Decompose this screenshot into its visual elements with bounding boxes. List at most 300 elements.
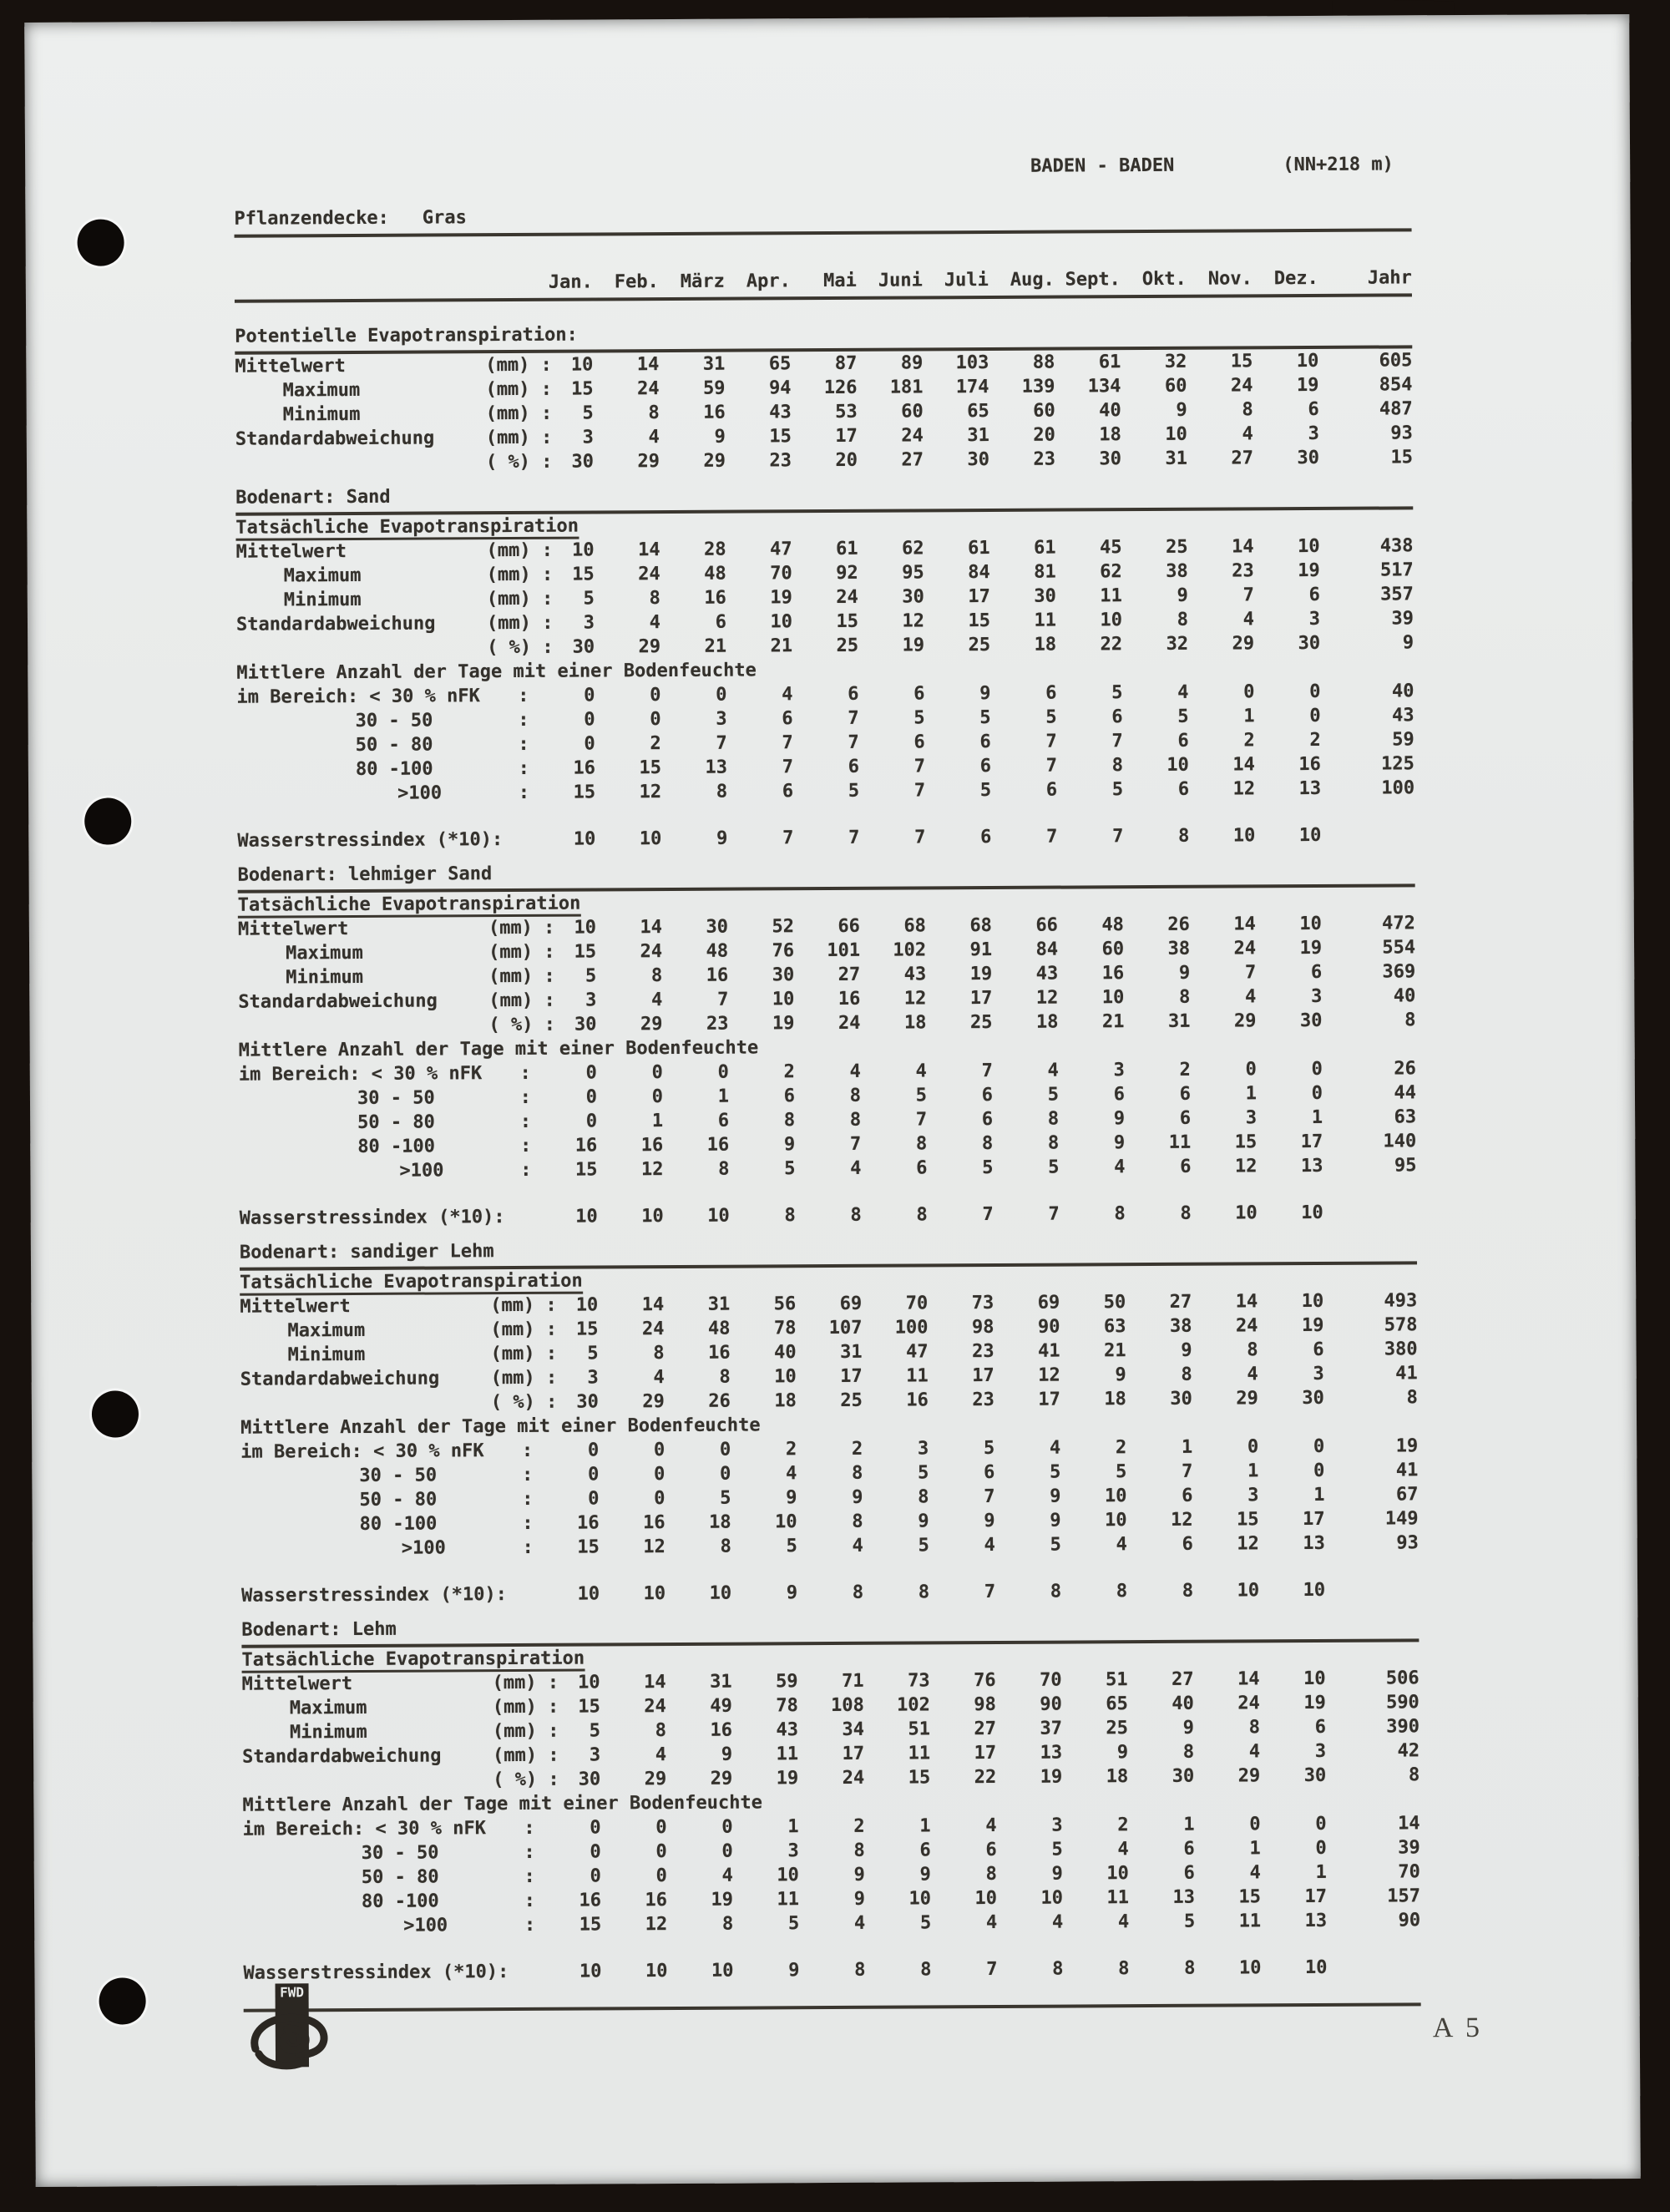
soil-moisture-row-value: 63 — [1394, 1106, 1417, 1128]
evapotranspiration-row-value: 59 — [776, 1671, 798, 1693]
evapotranspiration-row-value: 21 — [770, 635, 793, 657]
water-stress-index-label: Wasserstressindex (*10): — [239, 1207, 505, 1229]
section-subtitle-text: Tatsächliche Evapotranspiration — [238, 893, 581, 919]
soil-moisture-row-label: im Bereich: < 30 % nFK — [236, 686, 480, 708]
evapotranspiration-row-value: 134 — [1087, 376, 1121, 397]
evapotranspiration-row-value: 10 — [1296, 350, 1319, 372]
evapotranspiration-row-value: 17 — [968, 586, 990, 608]
section-title: Potentielle Evapotranspiration: — [235, 324, 578, 347]
evapotranspiration-row-unit: (mm) : — [486, 539, 554, 562]
water-stress-index-value: 7 — [984, 1581, 996, 1603]
soil-moisture-row-value: 12 — [645, 1914, 668, 1936]
evapotranspiration-row-value: 17 — [1038, 1389, 1060, 1410]
soil-moisture-row-value: 6 — [783, 1086, 796, 1107]
evapotranspiration-row-value: 25 — [1165, 536, 1188, 558]
soil-moisture-row-value: 7 — [915, 1109, 928, 1131]
evapotranspiration-row-value: 16 — [906, 1389, 929, 1411]
evapotranspiration-row-value: 47 — [906, 1341, 929, 1363]
evapotranspiration-row-value: 17 — [842, 1743, 865, 1764]
soil-moisture-row-unit: : — [518, 782, 530, 803]
evapotranspiration-row-value: 31 — [707, 1293, 731, 1315]
soil-moisture-row-value: 5 — [1048, 1157, 1060, 1178]
month-header-spacer — [485, 271, 527, 295]
soil-moisture-row-value: 5 — [1177, 706, 1189, 727]
soil-moisture-row-label: 80 -100 — [361, 1891, 439, 1912]
evapotranspiration-row-value: 107 — [828, 1317, 863, 1339]
soil-moisture-row-value: 5 — [913, 707, 925, 729]
water-stress-index-value: 8 — [784, 1205, 796, 1227]
evapotranspiration-row-value: 38 — [1167, 938, 1191, 959]
evapotranspiration-row-value: 493 — [1384, 1290, 1418, 1312]
evapotranspiration-row-value: 43 — [1035, 963, 1059, 985]
evapotranspiration-row-value: 4 — [1245, 986, 1257, 1008]
soil-moisture-row — [239, 1153, 1416, 1183]
soil-moisture-row-value: 6 — [985, 1839, 997, 1861]
water-stress-index-value: 10 — [1237, 1580, 1260, 1602]
soil-moisture-row-value: 6 — [913, 731, 925, 753]
evapotranspiration-row-value: 15 — [769, 426, 792, 448]
soil-moisture-row-value: 7 — [848, 707, 859, 729]
evapotranspiration-row-value: 37 — [1040, 1718, 1063, 1739]
water-stress-index-value: 6 — [980, 826, 992, 848]
soil-moisture-row-value: 10 — [775, 1511, 797, 1533]
evapotranspiration-row-value: 13 — [1040, 1742, 1063, 1764]
page-header — [234, 152, 1411, 182]
evapotranspiration-row-value: 390 — [1386, 1716, 1420, 1738]
evapotranspiration-row-value: 53 — [835, 401, 858, 423]
evapotranspiration-row-value: 73 — [971, 1292, 994, 1314]
evapotranspiration-row-value: 24 — [1237, 1693, 1260, 1714]
month-header: Nov. — [1207, 268, 1252, 290]
evapotranspiration-row-value: 22 — [974, 1766, 997, 1789]
water-stress-index-year-empty — [1321, 823, 1414, 848]
evapotranspiration-row-value: 30 — [1170, 1388, 1192, 1410]
section-potentielle-evapotranspiration- — [235, 318, 1413, 475]
evapotranspiration-row-value: 24 — [1233, 938, 1257, 959]
soil-moisture-row-label: 50 - 80 — [359, 1489, 438, 1511]
water-stress-index-value: 8 — [1050, 1581, 1062, 1602]
soil-moisture-row — [243, 1908, 1420, 1938]
evapotranspiration-row-value: 20 — [1033, 424, 1055, 446]
soil-moisture-row-value: 9 — [1051, 1863, 1063, 1885]
evapotranspiration-row-unit: (mm) : — [485, 378, 553, 401]
evapotranspiration-row-value: 181 — [889, 377, 924, 398]
evapotranspiration-row-value: 9 — [1116, 1742, 1129, 1764]
soil-moisture-row-value: 4 — [1049, 1437, 1061, 1459]
soil-moisture-row-value: 5 — [784, 1158, 796, 1180]
evapotranspiration-row-value: 8 — [1182, 1741, 1195, 1763]
evapotranspiration-row-value: 5 — [582, 402, 594, 424]
water-stress-index-value: 7 — [982, 1203, 994, 1226]
soil-moisture-row-unit: : — [519, 1135, 532, 1157]
evapotranspiration-row-unit: (mm) : — [492, 1696, 559, 1718]
soil-moisture-row-value: 0 — [720, 1463, 731, 1485]
water-stress-index-value: 10 — [1298, 824, 1322, 847]
soil-moisture-row-value: 13 — [1303, 1532, 1325, 1555]
evapotranspiration-row-value: 90 — [1040, 1693, 1062, 1715]
evapotranspiration-row-value: 24 — [641, 1319, 665, 1340]
evapotranspiration-row-value: 12 — [903, 988, 927, 1010]
soil-moisture-row-value: 4 — [1051, 1911, 1064, 1933]
evapotranspiration-row-label: Maximum — [286, 942, 363, 964]
water-stress-index-value: 10 — [711, 1960, 734, 1982]
evapotranspiration-row-value: 47 — [769, 539, 792, 560]
soil-moisture-row-value: 4 — [1117, 1839, 1129, 1860]
evapotranspiration-row-value: 4 — [649, 612, 661, 634]
evapotranspiration-row-value: 8 — [653, 1343, 665, 1364]
water-stress-index-value: 8 — [1184, 1957, 1196, 1979]
evapotranspiration-row-value: 43 — [769, 402, 792, 423]
water-stress-index-value: 7 — [986, 1958, 998, 1981]
soil-moisture-row-value: 157 — [1387, 1886, 1421, 1907]
evapotranspiration-row-value: 3 — [583, 612, 595, 634]
page-number: A 5 — [1432, 2012, 1484, 2044]
evapotranspiration-row-label: Mittelwert — [235, 541, 347, 563]
water-stress-index-value: 10 — [1238, 1957, 1262, 1979]
soil-moisture-row-value: 9 — [852, 1486, 863, 1508]
evapotranspiration-row-value: 48 — [707, 1318, 731, 1339]
soil-moisture-row-value: 16 — [1298, 753, 1321, 776]
water-stress-index-row — [240, 1200, 1417, 1230]
evapotranspiration-row-value: 29 — [642, 1391, 665, 1413]
soil-moisture-row-value: 8 — [720, 1536, 731, 1557]
evapotranspiration-row-value: 102 — [896, 1694, 930, 1716]
soil-moisture-row-value: 17 — [1304, 1886, 1328, 1908]
evapotranspiration-row-value: 73 — [908, 1670, 930, 1692]
soil-moisture-row-value: 2 — [650, 733, 661, 755]
evapotranspiration-row-label — [240, 1390, 491, 1416]
evapotranspiration-row-value: 17 — [974, 1742, 997, 1764]
evapotranspiration-row-value: 65 — [967, 401, 989, 423]
soil-moisture-row-value: 3 — [917, 1438, 929, 1460]
evapotranspiration-row-label: Standardabweichung — [238, 990, 438, 1013]
evapotranspiration-row-value: 12 — [902, 610, 925, 632]
evapotranspiration-row-value: 10 — [1303, 1668, 1326, 1690]
water-stress-index-value: 8 — [1182, 1580, 1194, 1602]
evapotranspiration-row-value: 16 — [1101, 963, 1125, 985]
evapotranspiration-row-value: 18 — [774, 1390, 797, 1412]
evapotranspiration-row-value: 17 — [835, 425, 858, 447]
soil-moisture-row-unit: : — [524, 1890, 536, 1911]
soil-moisture-row-value: 16 — [579, 1890, 602, 1911]
month-header: Mai — [823, 270, 857, 292]
evapotranspiration-row-value: 31 — [1167, 1010, 1191, 1032]
evapotranspiration-row-value: 51 — [908, 1718, 931, 1740]
soil-moisture-row-value: 15 — [1238, 1886, 1262, 1908]
evapotranspiration-row-value: 174 — [955, 377, 989, 398]
evapotranspiration-row-value: 25 — [969, 1011, 993, 1034]
soil-moisture-row-value: 11 — [1238, 1911, 1262, 1932]
soil-moisture-row-value: 7 — [782, 757, 793, 778]
soil-moisture-row-value: 6 — [1182, 1533, 1193, 1555]
evapotranspiration-row-label — [238, 1013, 488, 1039]
section-subtitle-text: Tatsächliche Evapotranspiration — [240, 1271, 583, 1296]
evapotranspiration-row-value: 24 — [636, 378, 660, 400]
soil-moisture-row-value: 10 — [974, 1887, 998, 1910]
soil-moisture-row-value: 125 — [1381, 753, 1414, 775]
evapotranspiration-row-value: 6 — [715, 611, 727, 633]
evapotranspiration-row-value: 17 — [969, 987, 993, 1010]
soil-moisture-row-value: 9 — [979, 683, 991, 705]
evapotranspiration-row-value: 11 — [1100, 585, 1122, 607]
evapotranspiration-row-value: 15 — [572, 564, 595, 585]
soil-moisture-row-value: 5 — [786, 1536, 797, 1557]
evapotranspiration-row-value: 63 — [1103, 1316, 1126, 1338]
evapotranspiration-row-value: 70 — [905, 1293, 929, 1314]
soil-moisture-row-value: 16 — [645, 1890, 668, 1911]
evapotranspiration-row-value: 517 — [1379, 559, 1414, 581]
evapotranspiration-row-value: 8 — [649, 588, 660, 610]
evapotranspiration-row-value: 30 — [1034, 585, 1056, 607]
soil-moisture-row-value: 5 — [915, 1085, 928, 1106]
evapotranspiration-row-value: 14 — [1235, 1291, 1258, 1313]
soil-moisture-row-value: 5 — [918, 1462, 929, 1484]
evapotranspiration-row-unit: (mm) : — [488, 917, 555, 939]
evapotranspiration-row-label: Minimum — [283, 589, 362, 611]
evapotranspiration-row-value: 10 — [571, 539, 595, 561]
evapotranspiration-row-value: 3 — [1314, 1740, 1327, 1762]
soil-moisture-row-value: 19 — [711, 1889, 734, 1911]
evapotranspiration-row-value: 8 — [1247, 1339, 1258, 1361]
soil-moisture-row-value: 0 — [651, 1062, 663, 1084]
soil-moisture-row-unit: : — [518, 709, 529, 731]
soil-moisture-row-value: 0 — [654, 1464, 665, 1486]
soil-moisture-row-value: 7 — [848, 731, 859, 753]
water-stress-index-value: 8 — [1178, 825, 1190, 847]
soil-moisture-row-unit: : — [521, 1440, 534, 1461]
soil-moisture-row-value: 0 — [650, 709, 661, 731]
evapotranspiration-row-value: 40 — [1393, 985, 1416, 1007]
soil-moisture-row-value: 6 — [1179, 1107, 1192, 1129]
evapotranspiration-row-value: 29 — [638, 636, 661, 658]
evapotranspiration-row-value: 18 — [903, 1012, 927, 1034]
soil-moisture-row-value: 0 — [588, 1488, 600, 1510]
evapotranspiration-row-value: 19 — [1299, 937, 1323, 959]
soil-moisture-row-value: 2 — [1309, 729, 1321, 752]
evapotranspiration-row-value: 61 — [967, 538, 990, 559]
soil-moisture-row-value: 5 — [1111, 779, 1124, 801]
evapotranspiration-row-value: 19 — [1301, 1314, 1324, 1337]
soil-moisture-row-value: 4 — [853, 1912, 866, 1934]
soil-moisture-row-value: 6 — [1113, 1084, 1126, 1106]
evapotranspiration-row-value: 29 — [1236, 1388, 1258, 1410]
evapotranspiration-row-value: 66 — [1035, 914, 1058, 936]
evapotranspiration-row-value: 3 — [589, 1744, 601, 1766]
soil-moisture-row-value: 8 — [849, 1085, 862, 1106]
soil-moisture-row-value: 9 — [783, 1134, 796, 1156]
evapotranspiration-row-value: 23 — [706, 1013, 729, 1035]
evapotranspiration-row-value: 93 — [1390, 423, 1413, 444]
evapotranspiration-row-value: 18 — [1035, 1011, 1059, 1033]
evapotranspiration-row-value: 4 — [655, 1744, 667, 1766]
soil-moisture-row-value: 0 — [721, 1840, 733, 1862]
evapotranspiration-row-value: 66 — [838, 915, 860, 937]
soil-moisture-row-value: 7 — [913, 756, 925, 777]
evapotranspiration-row-value: 30 — [967, 449, 990, 471]
water-stress-index-value: 8 — [1114, 1203, 1126, 1225]
evapotranspiration-row-value: 60 — [1164, 375, 1187, 397]
soil-moisture-row-value: 7 — [716, 732, 727, 754]
soil-moisture-row-unit: : — [519, 1086, 532, 1108]
soil-moisture-row-label: >100 — [399, 1160, 444, 1182]
evapotranspiration-row-value: 30 — [772, 964, 795, 986]
soil-moisture-row-value: 13 — [1300, 1155, 1323, 1177]
evapotranspiration-row-label: Standardabweichung — [235, 613, 436, 635]
soil-moisture-row-value: 11 — [1168, 1131, 1192, 1153]
evapotranspiration-row-value: 65 — [768, 353, 792, 375]
evapotranspiration-row-value: 10 — [1101, 987, 1125, 1009]
evapotranspiration-row-label: Standardabweichung — [242, 1745, 442, 1768]
soil-moisture-row-value: 0 — [655, 1865, 667, 1887]
evapotranspiration-row-value: 14 — [640, 917, 662, 939]
soil-moisture-row-value: 70 — [1398, 1861, 1420, 1883]
month-header: Jahr — [1367, 267, 1412, 289]
evapotranspiration-row-value: 3 — [1311, 985, 1323, 1007]
soil-moisture-row-value: 0 — [588, 1464, 600, 1486]
evapotranspiration-row-value: 28 — [703, 539, 726, 560]
evapotranspiration-row-value: 40 — [1099, 400, 1121, 422]
month-header: Jan. — [548, 271, 593, 293]
evapotranspiration-row-value: 31 — [710, 1671, 732, 1693]
evapotranspiration-row-value: 40 — [774, 1342, 797, 1364]
evapotranspiration-row-value: 30 — [576, 1391, 599, 1413]
soil-moisture-row-value: 0 — [653, 1440, 665, 1461]
soil-moisture-row-value: 44 — [1394, 1082, 1417, 1104]
water-stress-index-value: 8 — [918, 1582, 930, 1603]
evapotranspiration-row-value: 20 — [835, 449, 858, 471]
soil-moisture-row-value: 1 — [787, 1816, 799, 1838]
evapotranspiration-row-value: 41 — [1395, 1363, 1418, 1384]
evapotranspiration-row-value: 4 — [653, 1367, 665, 1389]
evapotranspiration-row-value: 8 — [655, 1720, 667, 1742]
cover-type-row — [234, 200, 1411, 237]
soil-moisture-row-value: 5 — [918, 1535, 929, 1556]
water-stress-index-value: 8 — [1052, 1958, 1064, 1980]
soil-moisture-row-value: 9 — [984, 1510, 995, 1532]
evapotranspiration-row-value: 8 — [1248, 1717, 1261, 1739]
soil-moisture-row-label: >100 — [401, 1537, 446, 1559]
evapotranspiration-row-value: 4 — [1242, 609, 1255, 630]
soil-moisture-row-value: 0 — [590, 1865, 601, 1887]
soil-moisture-row-value: 14 — [1232, 754, 1255, 776]
evapotranspiration-row-value: 14 — [636, 354, 660, 376]
soil-moisture-row-value: 0 — [1311, 1082, 1323, 1104]
soil-moisture-row-value: 14 — [1397, 1813, 1420, 1835]
evapotranspiration-row-value: 84 — [968, 562, 990, 584]
soil-moisture-row-value: 1 — [1245, 1083, 1258, 1105]
evapotranspiration-row-label: Maximum — [287, 1319, 366, 1342]
evapotranspiration-row-value: 30 — [1302, 1387, 1324, 1410]
soil-moisture-row-value: 0 — [655, 1841, 667, 1863]
evapotranspiration-row-value: 17 — [972, 1364, 994, 1387]
water-stress-index-value: 7 — [1112, 826, 1124, 848]
evapotranspiration-row-value: 61 — [1098, 352, 1121, 373]
soil-moisture-row-unit: : — [518, 733, 529, 755]
evapotranspiration-row-value: 68 — [903, 915, 926, 937]
evapotranspiration-row-unit: (mm) : — [493, 1744, 559, 1767]
evapotranspiration-row-value: 38 — [1166, 560, 1188, 582]
evapotranspiration-row-value: 8 — [1179, 986, 1191, 1008]
cover-type-value: Gras — [422, 207, 467, 229]
water-stress-index-value: 9 — [788, 1960, 800, 1982]
soil-moisture-row-value: 16 — [573, 757, 595, 779]
evapotranspiration-row-value: 101 — [827, 939, 861, 962]
evapotranspiration-row-value: 15 — [578, 1696, 600, 1718]
soil-moisture-row-value: 3 — [787, 1840, 799, 1862]
water-stress-index-value: 8 — [920, 1959, 932, 1981]
evapotranspiration-row-value: 69 — [839, 1293, 863, 1314]
section-title: Bodenart: Lehm — [241, 1618, 397, 1641]
water-stress-index-value: 7 — [914, 827, 926, 848]
evapotranspiration-row-value: 9 — [1402, 632, 1414, 654]
evapotranspiration-row-value: 26 — [1167, 914, 1190, 935]
soil-moisture-row-value: 0 — [584, 685, 595, 706]
evapotranspiration-row-value: 472 — [1382, 913, 1415, 934]
soil-moisture-row-value: 11 — [777, 1889, 800, 1911]
soil-moisture-row-label: 50 - 80 — [357, 1111, 435, 1133]
evapotranspiration-row-label — [242, 1768, 493, 1794]
soil-moisture-row-value: 6 — [848, 756, 859, 777]
evapotranspiration-row-value: 25 — [1106, 1718, 1129, 1739]
soil-moisture-title: Mittlere Anzahl der Tage mit einer Bodenfeuchte — [236, 660, 757, 684]
soil-moisture-row-value: 15 — [574, 1159, 598, 1181]
evapotranspiration-row-value: 357 — [1380, 584, 1414, 605]
evapotranspiration-row-value: 94 — [768, 377, 792, 399]
water-stress-index-value: 10 — [579, 1961, 602, 1982]
soil-moisture-row-unit: : — [524, 1914, 536, 1936]
evapotranspiration-row-value: 62 — [1100, 561, 1122, 583]
month-header: Aug. — [1010, 269, 1055, 291]
evapotranspiration-row-value: 34 — [842, 1718, 865, 1740]
water-stress-index-value: 10 — [709, 1582, 732, 1604]
soil-moisture-row-value: 5 — [919, 1912, 932, 1934]
evapotranspiration-row-value: 30 — [574, 1014, 597, 1035]
soil-moisture-row-value: 16 — [577, 1512, 600, 1534]
soil-moisture-row-value: 0 — [1313, 1460, 1325, 1481]
soil-moisture-row-value: 7 — [1045, 755, 1057, 777]
soil-moisture-row-value: 4 — [915, 1060, 927, 1082]
evapotranspiration-row-value: 9 — [1176, 399, 1187, 421]
soil-moisture-row — [237, 776, 1414, 806]
soil-moisture-row-value: 4 — [786, 1463, 797, 1485]
soil-moisture-row-value: 12 — [1237, 1533, 1259, 1555]
soil-moisture-row-value: 5 — [1047, 1084, 1060, 1106]
evapotranspiration-row-value: 51 — [1106, 1669, 1128, 1691]
soil-moisture-row-value: 0 — [1245, 1059, 1257, 1081]
table-content — [234, 152, 1421, 2012]
evapotranspiration-row-value: 16 — [706, 964, 729, 986]
evapotranspiration-row-value: 18 — [1104, 1389, 1126, 1410]
evapotranspiration-row-value: 605 — [1379, 350, 1413, 372]
evapotranspiration-row — [235, 445, 1413, 475]
evapotranspiration-row-value: 10 — [575, 1294, 599, 1316]
water-stress-index-year-empty — [1323, 1200, 1417, 1225]
evapotranspiration-row-value: 9 — [1181, 1339, 1192, 1361]
soil-moisture-row-value: 2 — [1243, 730, 1255, 752]
evapotranspiration-row-value: 10 — [574, 917, 596, 939]
soil-moisture-row-value: 8 — [852, 1462, 863, 1484]
evapotranspiration-row-value: 87 — [834, 352, 858, 374]
evapotranspiration-row-label: Mittelwert — [237, 919, 349, 940]
soil-moisture-row-value: 6 — [979, 756, 991, 777]
evapotranspiration-row-value: 95 — [902, 562, 924, 584]
soil-moisture-row-label: 80 -100 — [355, 758, 433, 780]
evapotranspiration-row-value: 4 — [1247, 1364, 1258, 1385]
evapotranspiration-row-value: 65 — [1106, 1693, 1128, 1715]
evapotranspiration-row-value: 15 — [575, 1319, 599, 1340]
soil-moisture-row-unit: : — [522, 1488, 534, 1510]
soil-moisture-row-value: 12 — [1171, 1509, 1193, 1531]
